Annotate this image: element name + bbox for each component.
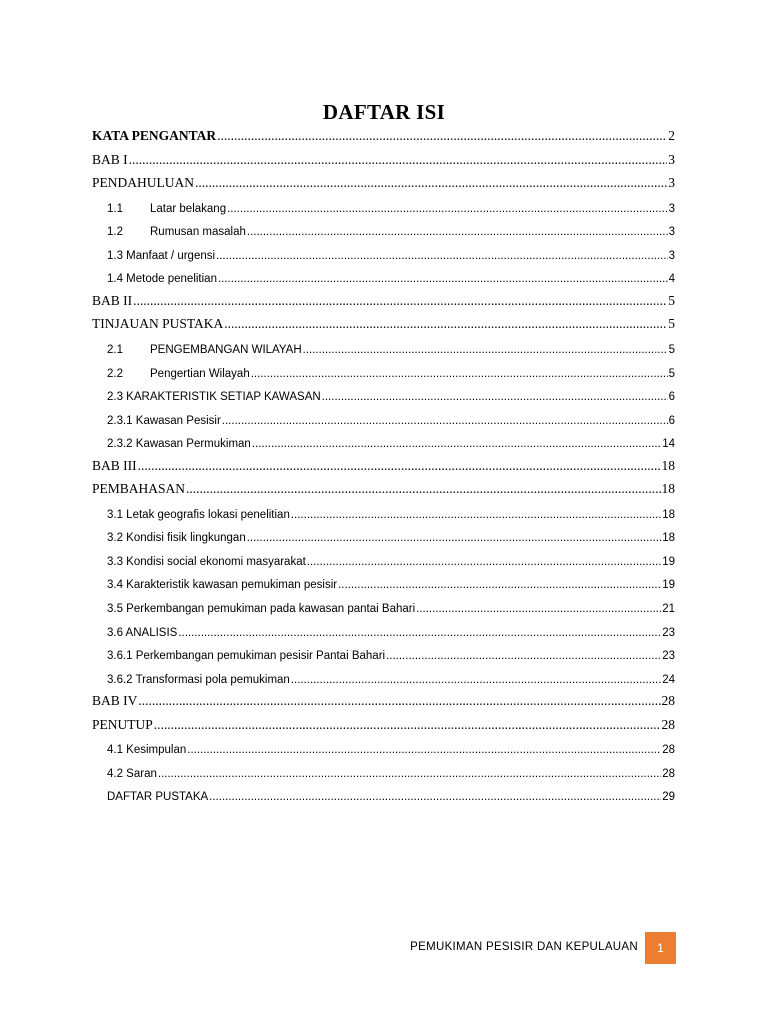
toc-entry-text: 2.3.2 Kawasan Permukiman [107, 438, 251, 451]
toc-entry-number: 2.1 [107, 343, 123, 356]
toc-entry-label [107, 438, 251, 450]
page-number-badge: 1 [645, 932, 676, 964]
toc-entry[interactable] [107, 242, 675, 262]
toc-entry[interactable] [107, 195, 675, 215]
toc-dot-leader [303, 344, 668, 356]
toc-entry[interactable] [92, 148, 675, 168]
toc-entry[interactable] [92, 171, 675, 191]
toc-entry-page: 6 [668, 391, 675, 404]
toc-entry[interactable] [107, 430, 675, 450]
toc-entry[interactable] [107, 524, 675, 544]
toc-entry[interactable] [92, 289, 675, 309]
toc-entry-label [107, 768, 157, 780]
toc-entry[interactable] [107, 619, 675, 639]
toc-entry[interactable] [107, 360, 675, 380]
toc-entry-text: BAB II [92, 292, 133, 308]
toc-dot-leader [307, 556, 661, 568]
toc-entry[interactable] [92, 477, 675, 497]
toc-entry-number: 1.1 [107, 202, 123, 215]
toc-entry[interactable] [107, 736, 675, 756]
toc-entry-page: 29 [662, 791, 675, 804]
toc-entry-page: 19 [662, 579, 675, 592]
toc-entry-page: 2 [668, 128, 675, 143]
toc-dot-leader [227, 203, 668, 215]
toc-entry-page: 3 [668, 175, 675, 191]
toc-entry[interactable] [107, 218, 675, 238]
toc-dot-leader [209, 791, 661, 803]
toc-entry-page: 5 [668, 367, 675, 380]
toc-entry-page: 3 [668, 202, 675, 215]
toc-entry-label [92, 458, 137, 474]
toc-entry-label [107, 203, 226, 215]
toc-entry-text: KATA PENGANTAR [92, 128, 217, 143]
toc-entry-label [92, 175, 194, 191]
toc-entry-label [107, 226, 246, 238]
toc-entry-page: 4 [668, 273, 675, 286]
toc-entry-label [92, 316, 223, 332]
toc-entry-label [92, 128, 216, 144]
toc-entry-text: Latar belakang [150, 202, 227, 215]
toc-entry-page: 5 [668, 292, 675, 308]
toc-dot-leader [195, 175, 667, 191]
toc-entry-label [107, 791, 208, 803]
toc-entry[interactable] [107, 783, 675, 803]
toc-dot-leader [154, 717, 661, 733]
toc-entry-number: 1.2 [107, 226, 123, 239]
toc-entry[interactable] [107, 760, 675, 780]
toc-entry-label [107, 556, 306, 568]
toc-entry-page: 28 [662, 744, 675, 757]
toc-entry-page: 6 [668, 414, 675, 427]
toc-entry-page: 3 [668, 226, 675, 239]
toc-entry-label [107, 273, 217, 285]
page-footer [0, 932, 768, 966]
toc-entry-text: BAB III [92, 457, 137, 473]
toc-entry-text: 3.5 Perkembangan pemukiman pada kawasan pantai Bahari [107, 603, 416, 615]
toc-entry-page: 14 [662, 438, 675, 451]
toc-dot-leader [138, 693, 660, 709]
toc-dot-leader [222, 415, 668, 427]
toc-entry-page: 28 [661, 693, 675, 709]
toc-dot-leader [224, 316, 667, 332]
toc-entry-text: 3.4 Karakteristik kawasan pemukiman pesisir [107, 579, 338, 592]
toc-entry-label [107, 391, 321, 403]
footer-title: PEMUKIMAN PESISIR DAN KEPULAUAN [410, 941, 638, 953]
toc-dot-leader [187, 744, 661, 756]
toc-entry-label [92, 693, 137, 709]
toc-entry-page: 24 [662, 673, 675, 686]
toc-dot-leader [291, 674, 661, 686]
toc-entry-page: 18 [661, 457, 675, 473]
toc-entry-page: 5 [668, 343, 675, 356]
toc-entry[interactable] [92, 713, 675, 733]
toc-entry[interactable] [107, 571, 675, 591]
toc-entry-page: 5 [668, 316, 675, 332]
toc-entry-text: PENGEMBANGAN WILAYAH [150, 343, 302, 356]
toc-entry[interactable] [92, 124, 675, 144]
toc-dot-leader [416, 603, 661, 615]
toc-entry-page: 28 [661, 716, 675, 732]
toc-entry-text: TINJAUAN PUSTAKA [92, 316, 224, 332]
toc-entry-text: 3.1 Letak geografis lokasi penelitian [107, 508, 290, 521]
toc-entry[interactable] [107, 336, 675, 356]
toc-entry-page: 23 [662, 626, 675, 639]
toc-entry[interactable] [107, 501, 675, 521]
toc-entry-label [107, 415, 221, 427]
toc-dot-leader [158, 768, 661, 780]
toc-entry-page: 18 [662, 532, 675, 545]
toc-entry-text: BAB I [92, 151, 128, 167]
toc-entry-page: 19 [662, 555, 675, 568]
toc-entry[interactable] [107, 265, 675, 285]
toc-entry-label [107, 344, 302, 356]
toc-entry-page: 3 [668, 249, 675, 262]
page-title: DAFTAR ISI [322, 100, 446, 124]
toc-entry-text: PENDAHULUAN [92, 175, 194, 191]
toc-entry-text: PENUTUP [92, 716, 153, 732]
toc-entry-label [107, 579, 337, 591]
toc-dot-leader [247, 532, 661, 544]
toc-entry-text: 1.3 Manfaat / urgensi [107, 249, 216, 262]
toc-entry-text: 4.2 Saran [107, 767, 157, 780]
toc-entry-text: 2.3.1 Kawasan Pesisir [107, 414, 221, 427]
toc-entry-text: PEMBAHASAN [92, 481, 186, 497]
toc-entry-label [92, 152, 128, 168]
toc-dot-leader [133, 293, 667, 309]
toc-entry-text: 1.4 Metode penelitian [107, 273, 217, 286]
toc-entry-text: BAB IV [92, 693, 138, 709]
toc-entry-label [107, 368, 250, 380]
toc-entry-page: 28 [662, 767, 675, 780]
toc-entry[interactable] [92, 454, 675, 474]
toc-entry-text: 3.6.2 Transformasi pola pemukiman [107, 673, 290, 686]
toc-entry[interactable] [92, 312, 675, 332]
toc-entry[interactable] [107, 548, 675, 568]
toc-dot-leader [291, 509, 661, 521]
toc-entry-page: 21 [662, 603, 675, 615]
toc-dot-leader [251, 368, 668, 380]
toc-dot-leader [338, 579, 661, 591]
toc-entry[interactable] [107, 666, 675, 686]
toc-entry[interactable] [107, 642, 675, 662]
toc-dot-leader [129, 152, 668, 168]
toc-entry-label [107, 650, 385, 662]
toc-entry-page: 18 [662, 508, 675, 521]
toc-entry-text: 3.6.1 Perkembangan pemukiman pesisir Pantai Bahari [107, 650, 386, 663]
toc-entry-page: 3 [668, 151, 675, 167]
toc-entry-label [92, 717, 153, 733]
toc-entry-number: 2.2 [107, 367, 123, 380]
toc-dot-leader [252, 438, 661, 450]
toc-entry-label [107, 250, 215, 262]
toc-dot-leader [186, 481, 660, 497]
toc-entry[interactable] [107, 595, 675, 615]
toc-entry-text: 3.3 Kondisi social ekonomi masyarakat [107, 555, 306, 568]
toc-entry-label [107, 674, 290, 686]
toc-dot-leader [386, 650, 661, 662]
toc-entry-label [92, 481, 185, 497]
toc-entry-text: Rumusan masalah [150, 226, 246, 239]
toc-entry-page: 23 [662, 650, 675, 663]
toc-entry-label [107, 744, 186, 756]
toc-dot-leader [218, 273, 668, 285]
toc-entry-label [107, 627, 177, 639]
toc-entry-text: 4.1 Kesimpulan [107, 744, 187, 757]
toc-entry[interactable] [92, 689, 675, 709]
toc-entry-page: 18 [661, 481, 675, 497]
toc-entry-label [107, 603, 415, 615]
toc-entry-text: DAFTAR PUSTAKA [107, 791, 209, 804]
toc-entry-label [92, 293, 132, 309]
toc-dot-leader [322, 391, 668, 403]
toc-dot-leader [216, 250, 668, 262]
toc-entry-text: 3.2 Kondisi fisik lingkungan [107, 532, 246, 545]
toc-entry-label [107, 532, 246, 544]
toc-entry-text: Pengertian Wilayah [150, 367, 250, 380]
toc-entry[interactable] [107, 407, 675, 427]
toc-entry-label [107, 509, 290, 521]
toc-entry[interactable] [107, 383, 675, 403]
toc-entry-text: 3.6 ANALISIS [107, 626, 178, 639]
toc-dot-leader [217, 128, 667, 144]
toc-dot-leader [247, 226, 668, 238]
toc-dot-leader [138, 458, 661, 474]
toc-dot-leader [178, 627, 661, 639]
toc-entry-text: 2.3 KARAKTERISTIK SETIAP KAWASAN [107, 391, 321, 404]
